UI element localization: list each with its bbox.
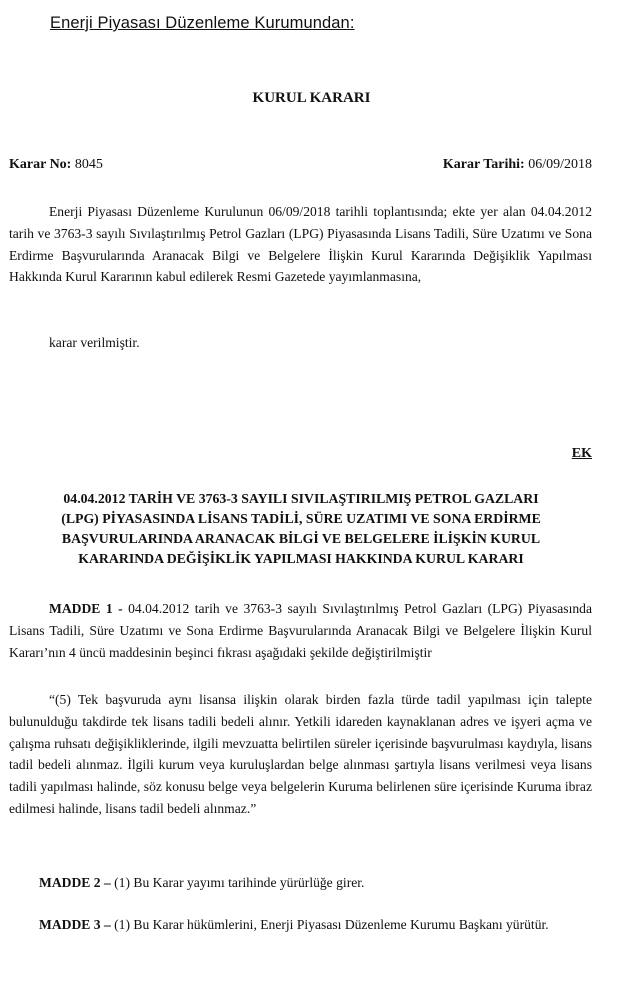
article-3-label: MADDE 3 – bbox=[39, 917, 111, 932]
annex-title-line: BAŞVURULARINDA ARANACAK BİLGİ VE BELGELERE İLİŞKİN KURUL bbox=[61, 531, 541, 546]
issuer-header: Enerji Piyasası Düzenleme Kurumundan: bbox=[50, 14, 355, 32]
decision-number-value: 8045 bbox=[74, 157, 103, 172]
annex-title bbox=[10, 489, 592, 569]
article-2-text: (1) Bu Karar yayımı tarihinde yürürlüğe girer. bbox=[114, 875, 365, 890]
intro-paragraph-text: Enerji Piyasası Düzenleme Kurulunun 06/09/2018 tarihli toplantısında; ekte yer alan 04.04.2012 tarih ve 3763-3 sayılı Sıvılaştırılmış Petrol Gazları (LPG) Piyasasında Lisans Tadili, Süre Uzatımı ve Sona Erdirme Başvurularında Aranacak Bilgi ve Belgelere İlişkin Kurul Kararında Değişiklik Yapılması Hakkında Kurul Kararının kabul edilerek Resmi Gazetede yayımlanmasına, bbox=[9, 204, 592, 285]
article-2-label: MADDE 2 – bbox=[39, 875, 111, 890]
decision-date bbox=[443, 157, 592, 173]
intro-paragraph bbox=[9, 201, 592, 288]
document-title: KURUL KARARI bbox=[252, 90, 371, 106]
annex-title-line: (LPG) PİYASASINDA LİSANS TADİLİ, SÜRE UZATIMI VE SONA ERDİRME bbox=[61, 511, 541, 526]
article-3 bbox=[9, 914, 592, 936]
decision-number-label: Karar No: bbox=[9, 157, 72, 172]
article-1-text: 04.04.2012 tarih ve 3763-3 sayılı Sıvılaştırılmış Petrol Gazları (LPG) Piyasasında Lisans Tadili, Süre Uzatımı ve Sona Erdirme Başvurularında Aranacak Bilgi ve Belgelere İlişkin Kurul Kararı’nın 4 üncü maddesinin beşinci fıkrası aşağıdaki şekilde değiştirilmiştir bbox=[9, 601, 592, 660]
decision-meta-row bbox=[9, 157, 592, 173]
decision-number bbox=[9, 157, 103, 173]
article-3-text: (1) Bu Karar hükümlerini, Enerji Piyasası Düzenleme Kurumu Başkanı yürütür. bbox=[114, 917, 549, 932]
annex-label: EK bbox=[571, 446, 592, 461]
decision-paragraph bbox=[9, 332, 592, 354]
decision-date-value: 06/09/2018 bbox=[528, 157, 592, 172]
article-1 bbox=[9, 598, 592, 663]
decision-text: karar verilmiştir. bbox=[49, 335, 140, 350]
article-2 bbox=[9, 872, 592, 894]
annex-title-line: KARARINDA DEĞİŞİKLİK YAPILMASI HAKKINDA KURUL KARARI bbox=[78, 551, 524, 566]
article-1-label: MADDE 1 - bbox=[49, 601, 123, 616]
annex-title-line: 04.04.2012 TARİH VE 3763-3 SAYILI SIVILAŞTIRILMIŞ PETROL GAZLARI bbox=[63, 491, 539, 506]
decision-date-label: Karar Tarihi: bbox=[442, 157, 525, 172]
article-1-quote-text: “(5) Tek başvuruda aynı lisansa ilişkin olarak birden fazla türde tadil yapılması için talepte bulunulduğu takdirde tek lisans tadili bedeli alınır. Yetkili idareden kaynaklanan adres ve işyeri açma ve çalışma ruhsatı değişikliklerinde, ilgili mevzuatta belirtilen süreler içerisinde başvurulması kaydıyla, lisans tadil bedeli alınmaz. İlgili kurum veya kuruluşlardan belge alınması şartıyla lisans verilmesi veya lisans tadili yapılması halinde, söz konusu belge veya belgelerin Kuruma belirlenen süre içerisinde Kuruma ibraz edilmesi halinde, lisans tadil bedeli alınmaz.” bbox=[9, 692, 592, 816]
article-1-quote bbox=[9, 689, 592, 820]
